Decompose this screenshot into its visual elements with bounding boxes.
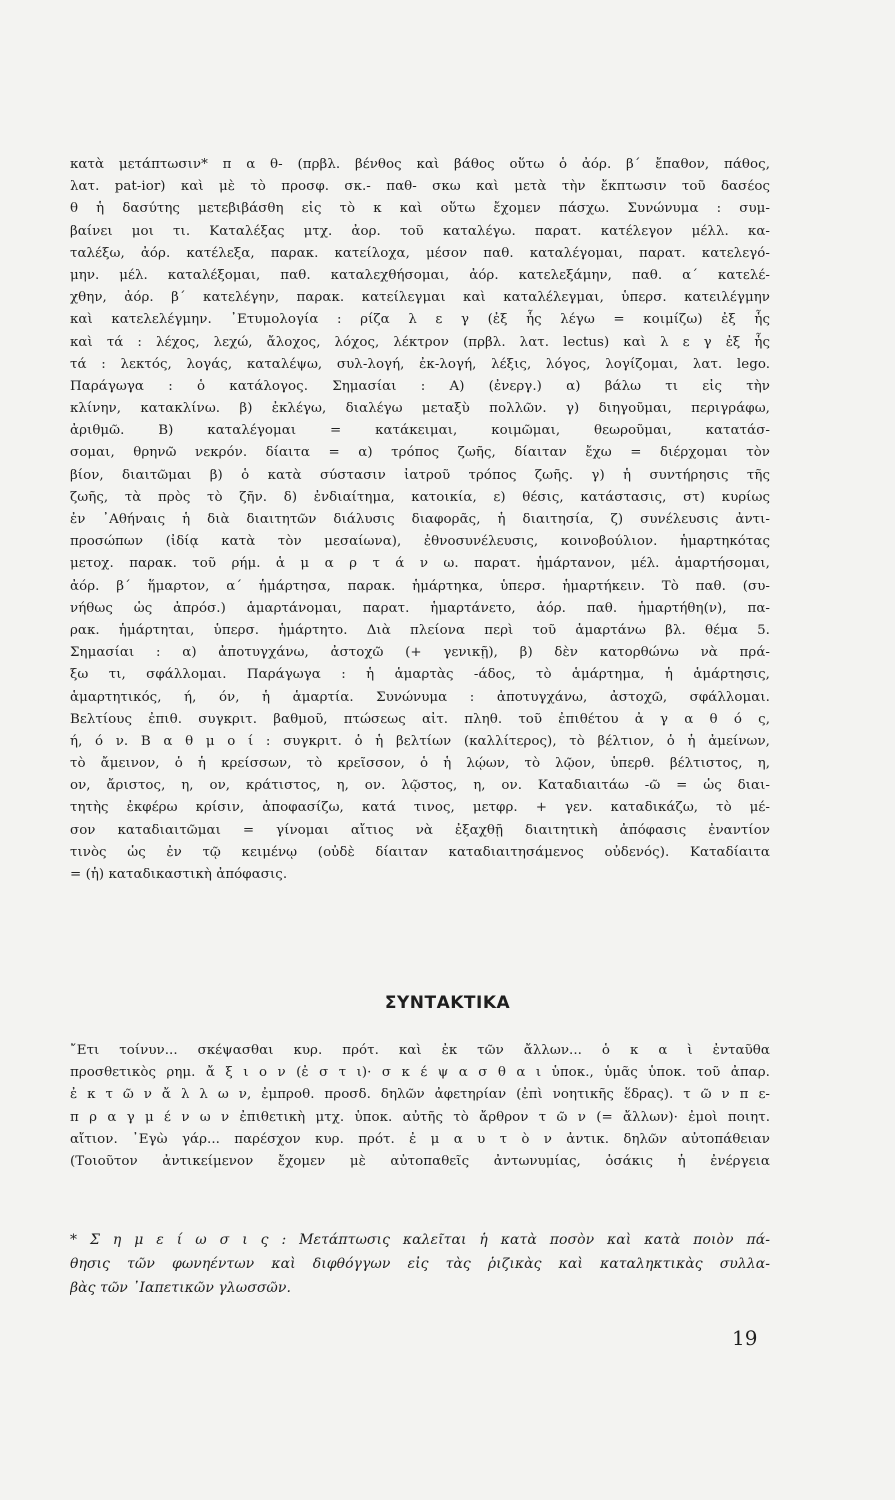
text-line: ξω τι, σφάλλομαι. Παράγωγα : ἡ ἁμαρτὰς -άδος, τὸ ἁμάρτημα, ἡ ἁμάρτησις, — [70, 667, 770, 683]
text-line: ἀόρ. β΄ ἥμαρτον, α΄ ἡμάρτησα, παρακ. ἡμάρτηκα, ὑπερσ. ἡμαρτήκειν. Τὸ παθ. (συ- — [70, 578, 770, 594]
text-line: μετοχ. παρακ. τοῦ ρήμ. ἁ μ α ρ τ ά ν ω. παρατ. ἡμάρτανον, μέλ. ἁμαρτήσομαι, — [70, 556, 770, 572]
text-line: τινὸς ὡς ἐν τῷ κειμένῳ (οὐδὲ δίαιταν καταδιαιτησάμενος οὐδενός). Καταδίαιτα — [70, 844, 770, 860]
text-line: καὶ κατελελέγμην. ᾿Ετυμολογία : ρίζα λ ε γ (ἐξ ἧς λέγω = κοιμίζω) ἐξ ἧς — [70, 312, 770, 328]
text-line: ἐν ᾿Αθήναις ἡ διὰ διαιτητῶν διάλυσις διαφορᾶς, ἡ διαιτησία, ζ) συνέλευσις ἀντι- — [70, 512, 770, 527]
text-line: ρακ. ἡμάρτηται, ὑπερσ. ἡμάρτητο. Διὰ πλείονα περὶ τοῦ ἁμαρτάνω βλ. θέμα 5. — [70, 622, 770, 638]
text-line: προσώπων (ἰδίᾳ κατὰ τὸν μεσαίωνα), ἐθνοσυνέλευσις, κοινοβούλιον. ἡμαρτηκότας — [70, 534, 770, 550]
text-line: κλίνην, κατακλίνω. β) ἐκλέγω, διαλέγω μεταξὺ πολλῶν. γ) διηγοῦμαι, περιγράφω, — [70, 401, 770, 417]
text-line: Παράγωγα : ὁ κατάλογος. Σημασίαι : Α) (ἐνεργ.) α) βάλω τι εἰς τὴν — [70, 378, 770, 394]
syntax-text-block — [70, 1040, 770, 1173]
text-line: νήθως ὡς ἀπρόσ.) ἁμαρτάνομαι, παρατ. ἡμαρτάνετο, ἀόρ. παθ. ἡμαρτήθη(ν), πα- — [70, 600, 770, 616]
text-line: προσθετικὸς ρημ. ἄ ξ ι ο ν (ἐ σ τ ι)· σ κ έ ψ α σ θ α ι ὑποκ., ὑμᾶς ὑποκ. τοῦ ἀπαρ. — [70, 1065, 770, 1081]
text-line: καὶ τά : λέχος, λεχώ, ἄλοχος, λόχος, λέκτρον (πρβλ. λατ. lectus) καὶ λ ε γ ἐξ ἧς — [70, 334, 770, 350]
text-line: ῎Ετι τοίνυν... σκέψασθαι κυρ. πρότ. καὶ ἐκ τῶν ἄλλων... ὁ κ α ὶ ἐνταῦθα — [70, 1043, 770, 1058]
text-line: σον καταδιαιτῶμαι = γίνομαι αἴτιος νὰ ἐξαχθῇ διαιτητικὴ ἀπόφασις ἐναντίον — [70, 822, 770, 838]
page-number: 19 — [732, 1326, 758, 1350]
text-line: τά : λεκτός, λογάς, καταλέψω, συλ-λογή, ἐκ-λογή, λέξις, λόγος, λογίζομαι, λατ. lego. — [70, 356, 770, 372]
text-line: ἁμαρτητικός, ή, όν, ἡ ἁμαρτία. Συνώνυμα : ἀποτυγχάνω, ἀστοχῶ, σφάλλομαι. — [70, 689, 770, 705]
text-line: ἀριθμῶ. Β) καταλέγομαι = κατάκειμαι, κοιμῶμαι, θεωροῦμαι, κατατάσ- — [70, 423, 770, 439]
text-line: αἴτιον. ᾿Εγὼ γάρ... παρέσχον κυρ. πρότ. ἐ μ α υ τ ὸ ν ἀντικ. δηλῶν αὐτοπάθειαν — [70, 1131, 770, 1147]
text-line: βίον, διαιτῶμαι β) ὁ κατὰ σύστασιν ἰατροῦ τρόπος ζωῆς. γ) ἡ συντήρησις τῆς — [70, 467, 770, 483]
text-line: κατὰ μετάπτωσιν* π α θ- (πρβλ. βένθος καὶ βάθος οὕτω ὁ ἀόρ. β΄ ἔπαθον, πάθος, — [70, 157, 770, 172]
text-line: ον, ἄριστος, η, ον, κράτιστος, η, ον. λῷστος, η, ον. Καταδιαιτάω -ῶ = ὡς διαι- — [70, 778, 770, 794]
text-line: Σημασίαι : α) ἀποτυγχάνω, ἀστοχῶ (+ γενικῇ), β) δὲν κατορθώνω νὰ πρά- — [70, 645, 770, 661]
footnote-line: βὰς τῶν ᾿Ιαπετικῶν γλωσσῶν. — [70, 1280, 291, 1296]
text-line: Βελτίους ἐπιθ. συγκριτ. βαθμοῦ, πτώσεως αἰτ. πληθ. τοῦ ἐπιθέτου ἀ γ α θ ό ς, — [70, 711, 770, 727]
text-line: (Τοιοῦτον ἀντικείμενον ἔχομεν μὲ αὐτοπαθεῖς ἀντωνυμίας, ὁσάκις ἡ ἐνέργεια — [70, 1153, 770, 1169]
footnote-line: * Σ η μ ε ί ω σ ι ς : Μετάπτωσις καλεῖται ἡ κατὰ ποσὸν καὶ κατὰ ποιὸν πά- — [70, 1232, 770, 1248]
text-line: ζωῆς, τὰ πρὸς τὸ ζῆν. δ) ἐνδιαίτημα, κατοικία, ε) θέσις, κατάστασις, στ) κυρίως — [70, 489, 770, 505]
text-line: θ ἡ δασύτης μετεβιβάσθη εἰς τὸ κ καὶ οὕτω ἔχομεν πάσχω. Συνώνυμα : συμ- — [70, 201, 770, 217]
text-line: τητὴς ἐκφέρω κρίσιν, ἀποφασίζω, κατά τινος, μετφρ. + γεν. καταδικάζω, τὸ μέ- — [70, 800, 770, 816]
text-line: λατ. pat-ior) καὶ μὲ τὸ προσφ. σκ.- παθ- σκω καὶ μετὰ τὴν ἔκπτωσιν τοῦ δασέος — [70, 179, 770, 195]
text-line: ἐ κ τ ῶ ν ἄ λ λ ω ν, ἐμπροθ. προσδ. δηλῶν ἀφετηρίαν (ἐπὶ νοητικῆς ἕδρας). τ ῶ ν π ε- — [70, 1087, 770, 1103]
main-text-block — [70, 154, 770, 886]
section-heading: ΣΥΝΤΑΚΤΙΚΑ — [384, 993, 511, 1013]
text-line: χθην, ἀόρ. β΄ κατελέγην, παρακ. κατείλεγμαι καὶ καταλέλεγμαι, ὑπερσ. κατειλέγμην — [70, 290, 770, 306]
text-line: = (ἡ) καταδικαστικὴ ἀπόφασις. — [70, 867, 288, 882]
text-line: π ρ α γ μ έ ν ω ν ἐπιθετικὴ μτχ. ὑποκ. αὐτῆς τὸ ἄρθρον τ ῶ ν (= ἄλλων)· ἐμοὶ ποιητ. — [70, 1109, 770, 1125]
text-line: σομαι, θρηνῶ νεκρόν. δίαιτα = α) τρόπος ζωῆς, δίαιταν ἔχω = διέρχομαι τὸν — [70, 445, 770, 461]
text-line: τὸ ἄμεινον, ὁ ἡ κρείσσων, τὸ κρεῖσσον, ὁ ἡ λῴων, τὸ λῷον, ὑπερθ. βέλτιστος, η, — [70, 756, 770, 772]
text-line: ή, ό ν. Β α θ μ ο ί : συγκριτ. ὁ ἡ βελτίων (καλλίτερος), τὸ βέλτιον, ὁ ἡ ἀμείνων, — [70, 733, 770, 749]
footnote-line: θησις τῶν φωνηέντων καὶ διφθόγγων εἰς τὰς ῥιζικὰς καὶ καταληκτικὰς συλλα- — [70, 1256, 770, 1272]
text-line: μην. μέλ. καταλέξομαι, παθ. καταλεχθήσομαι, ἀόρ. κατελεξάμην, παθ. α΄ κατελέ- — [70, 267, 770, 283]
text-line: βαίνει μοι τι. Καταλέξας μτχ. ἀορ. τοῦ καταλέγω. παρατ. κατέλεγον μέλλ. κα- — [70, 223, 770, 239]
footnote — [70, 1228, 770, 1300]
text-line: ταλέξω, ἀόρ. κατέλεξα, παρακ. κατείλοχα, μέσον παθ. καταλέγομαι, παρατ. κατελεγό- — [70, 245, 770, 261]
